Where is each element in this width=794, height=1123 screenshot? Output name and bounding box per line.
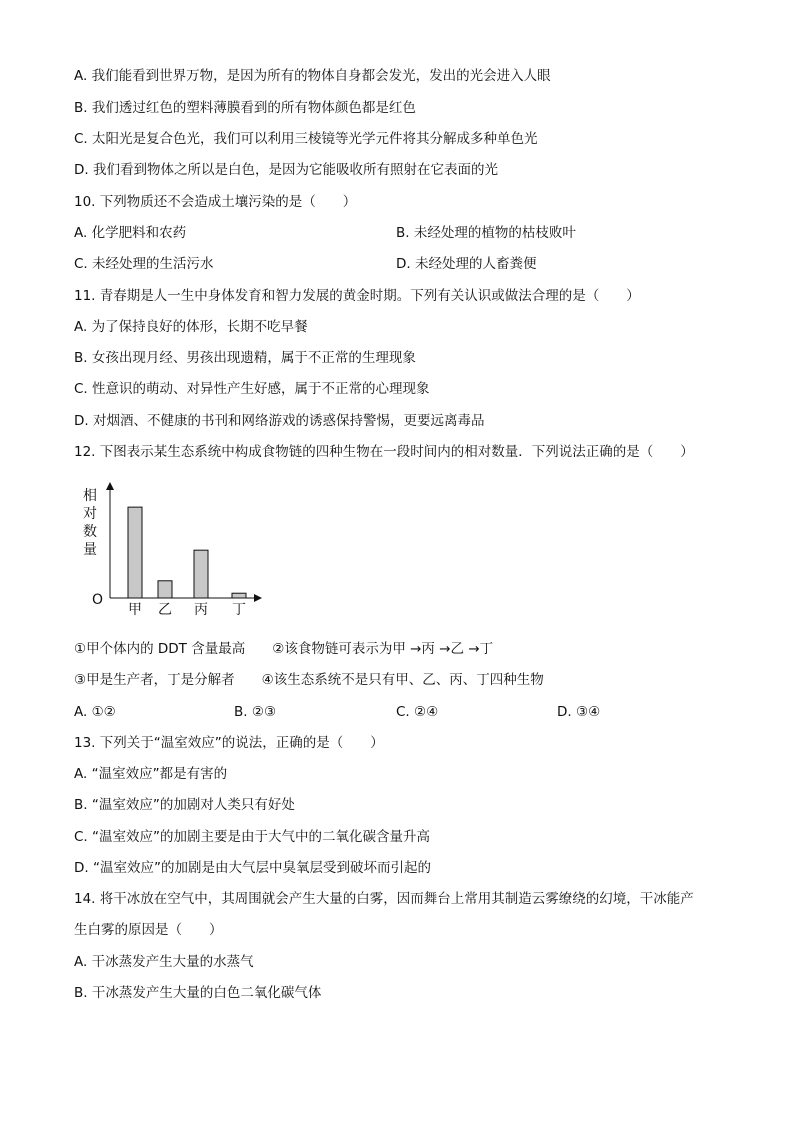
x-axis-arrow [254,594,262,602]
y-axis-label-char: 相 [83,488,97,504]
q10-option-d: D. 未经处理的人畜粪便 [396,256,537,272]
y-axis-label-char: 对 [83,506,97,522]
q11-option-b: B. 女孩出现月经、男孩出现遗精，属于不正常的生理现象 [74,350,416,366]
q10-option-a: A. 化学肥料和农药 [74,225,187,241]
q9-option-c: C. 太阳光是复合色光，我们可以利用三棱镜等光学元件将其分解成多种单色光 [74,131,538,147]
q10-options-row2 [74,255,714,273]
bar-丙 [194,550,208,598]
q13-option-d: D. “温室效应”的加剧是由大气层中臭氧层受到破坏而引起的 [74,860,431,876]
y-axis-arrow [106,482,114,490]
q12-option-d: D. ③④ [557,704,601,720]
q14-option-b: B. 干冰蒸发产生大量的白色二氧化碳气体 [74,985,322,1001]
q14-stem-line2: 生白雾的原因是（ ） [74,922,223,938]
q12-bar-chart [74,480,274,620]
y-axis-label [83,487,97,558]
q13-stem: 13. 下列关于“温室效应”的说法，正确的是（ ） [74,735,384,751]
q13-option-b: B. “温室效应”的加剧对人类只有好处 [74,797,295,813]
x-tick-label: 丙 [194,602,208,618]
y-axis-label-char: 量 [83,542,97,558]
q9-option-b: B. 我们透过红色的塑料薄膜看到的所有物体颜色都是红色 [74,100,416,116]
bar-丁 [232,593,246,598]
q12-statement-1-2: ①甲个体内的 DDT 含量最高 ②该食物链可表示为甲 →丙 →乙 →丁 [74,641,494,657]
origin-label: O [92,592,104,608]
q14-option-a: A. 干冰蒸发产生大量的水蒸气 [74,954,254,970]
q10-stem: 10. 下列物质还不会造成土壤污染的是（ ） [74,194,357,210]
q12-option-b: B. ②③ [234,704,277,720]
q11-option-a: A. 为了保持良好的体形，长期不吃早餐 [74,319,308,335]
y-axis-label-char: 数 [83,524,97,540]
q10-option-c: C. 未经处理的生活污水 [74,256,214,272]
x-tick-label: 乙 [158,602,172,618]
bar-乙 [158,581,172,598]
q10-options-row1 [74,224,714,242]
q11-stem: 11. 青春期是人一生中身体发育和智力发展的黄金时期。下列有关认识或做法合理的是（ ） [74,288,640,304]
q12-option-c: C. ②④ [396,704,439,720]
x-tick-label: 丁 [232,602,246,618]
q13-option-a: A. “温室效应”都是有害的 [74,766,228,782]
q11-option-d: D. 对烟酒、不健康的书刊和网络游戏的诱惑保持警惕，更要远离毒品 [74,413,485,429]
q9-option-d: D. 我们看到物体之所以是白色，是因为它能吸收所有照射在它表面的光 [74,162,498,178]
q11-option-c: C. 性意识的萌动、对异性产生好感，属于不正常的心理现象 [74,381,430,397]
q13-option-c: C. “温室效应”的加剧主要是由于大气中的二氧化碳含量升高 [74,829,430,845]
bar-甲 [128,507,142,598]
q12-stem: 12. 下图表示某生态系统中构成食物链的四种生物在一段时间内的相对数量．下列说法正确的是（ ） [74,444,694,460]
q12-statement-3-4: ③甲是生产者，丁是分解者 ④该生态系统不是只有甲、乙、丙、丁四种生物 [74,672,544,688]
x-tick-label: 甲 [128,602,142,618]
q10-option-b: B. 未经处理的植物的枯枝败叶 [396,225,576,241]
q9-option-a: A. 我们能看到世界万物，是因为所有的物体自身都会发光，发出的光会进入人眼 [74,68,551,84]
q12-option-a: A. ①② [74,704,116,720]
q14-stem-line1: 14. 将干冰放在空气中，其周围就会产生大量的白雾，因而舞台上常用其制造云雾缭绕的幻境，干冰能产 [74,891,694,907]
